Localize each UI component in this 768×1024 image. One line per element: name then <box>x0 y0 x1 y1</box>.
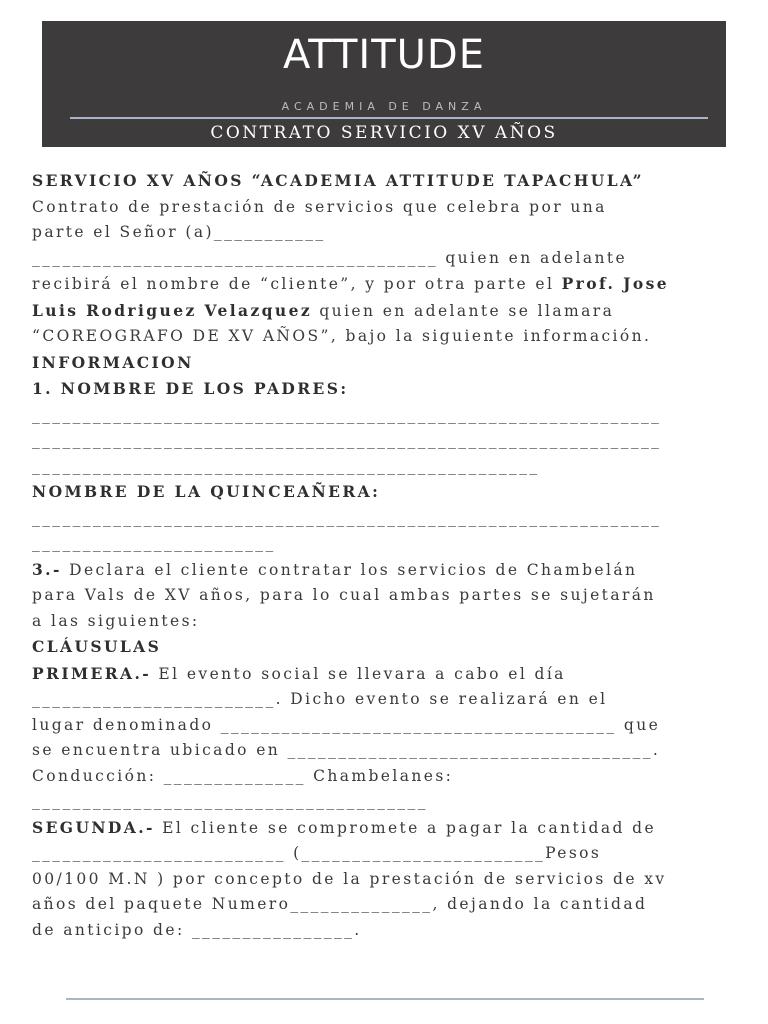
document-title: CONTRATO SERVICIO XV AÑOS <box>210 123 558 143</box>
academy-logo-subtitle: ACADEMIA DE DANZA <box>281 100 487 113</box>
contract-text: años del paquete Numero______________, dejando la cantidad <box>32 895 648 913</box>
contract-line <box>32 815 732 842</box>
contract-text: lugar denominado _______________________________________ que <box>32 715 661 734</box>
contract-text-bold: Prof. Jose <box>561 274 669 293</box>
contract-text: El cliente se compromete a pagar la cantidad de <box>154 818 657 837</box>
contract-text: El evento social se llevara a cabo el día <box>151 664 566 683</box>
contract-line <box>32 271 732 298</box>
contract-text: parte el Señor (a)___________ <box>32 223 326 241</box>
contract-body <box>32 168 732 943</box>
contract-line <box>32 220 732 246</box>
contract-line <box>32 841 732 867</box>
contract-line <box>32 531 732 557</box>
contract-text: ______________________________________________________________ <box>32 431 662 449</box>
contract-text-bold: SEGUNDA.- <box>32 817 155 837</box>
contract-line <box>32 506 732 532</box>
contract-text-bold: SERVICIO XV AÑOS “ACADEMIA ATTITUDE TAPACHULA” <box>32 171 644 190</box>
contract-text-bold: INFORMACION <box>32 352 194 372</box>
contract-text-bold: 1. NOMBRE DE LOS PADRES: <box>32 379 349 398</box>
contract-text: quien en adelante se llamara <box>312 301 615 320</box>
contract-line <box>32 454 732 480</box>
contract-text: a las siguientes: <box>32 611 200 630</box>
contract-line <box>32 918 732 944</box>
contract-text-bold: NOMBRE DE LA QUINCEAÑERA: <box>32 482 381 501</box>
footer-divider <box>66 998 704 1000</box>
contract-text: ________________________. Dicho evento se realizará en el <box>32 690 608 708</box>
contract-line <box>32 713 732 739</box>
header-divider <box>70 117 708 119</box>
contract-line <box>32 557 732 584</box>
contract-line <box>32 867 732 893</box>
contract-text: ________________________ <box>32 534 276 552</box>
contract-line <box>32 195 732 221</box>
contract-text: se encuentra ubicado en ____________________________________. <box>32 741 661 759</box>
contract-text: Declara el cliente contratar los servicios de Chambelán <box>61 560 638 579</box>
contract-line <box>32 324 732 350</box>
contract-line <box>32 634 732 661</box>
contract-line <box>32 738 732 764</box>
contract-text: “COREOGRAFO DE XV AÑOS”, bajo la siguiente información. <box>32 327 652 345</box>
contract-line <box>32 246 732 272</box>
contract-text: recibirá el nombre de “cliente”, y por otra parte el <box>32 275 562 293</box>
document-header <box>42 21 726 147</box>
contract-text: de anticipo de: ________________. <box>32 920 362 939</box>
contract-text-bold: Luis Rodriguez Velazquez <box>32 300 313 320</box>
contract-text: Contrato de prestación de servicios que celebra por una <box>32 197 607 216</box>
contract-line <box>32 764 732 790</box>
contract-text-bold: CLÁUSULAS <box>32 637 162 656</box>
contract-line <box>32 661 732 688</box>
contract-line <box>32 892 732 918</box>
contract-line <box>32 687 732 713</box>
contract-text: para Vals de XV años, para lo cual ambas partes se sujetarán <box>32 586 656 604</box>
contract-text: ________________________________________ quien en adelante <box>32 248 628 267</box>
contract-line <box>32 428 732 454</box>
contract-text-bold: PRIMERA.- <box>32 663 152 683</box>
contract-line <box>32 789 732 815</box>
contract-line <box>32 168 732 195</box>
contract-line <box>32 583 732 609</box>
contract-text-bold: 3.- <box>32 559 62 579</box>
academy-logo: ATTITUDE <box>282 32 485 78</box>
contract-text: _______________________________________ <box>32 792 428 810</box>
contract-text: ______________________________________________________________ <box>32 508 662 527</box>
contract-line <box>32 350 732 377</box>
contract-text: __________________________________________________ <box>32 456 540 475</box>
contract-line <box>32 298 732 325</box>
contract-line <box>32 403 732 429</box>
contract-text: 00/100 M.N ) por concepto de la prestación de servicios de xv <box>32 869 667 888</box>
contract-line <box>32 479 732 506</box>
contract-text: ______________________________________________________________ <box>32 405 662 424</box>
contract-line <box>32 609 732 635</box>
contract-line <box>32 376 732 403</box>
contract-text: _________________________ (________________________Pesos <box>32 844 602 862</box>
contract-text: Conducción: ______________ Chambelanes: <box>32 766 454 785</box>
